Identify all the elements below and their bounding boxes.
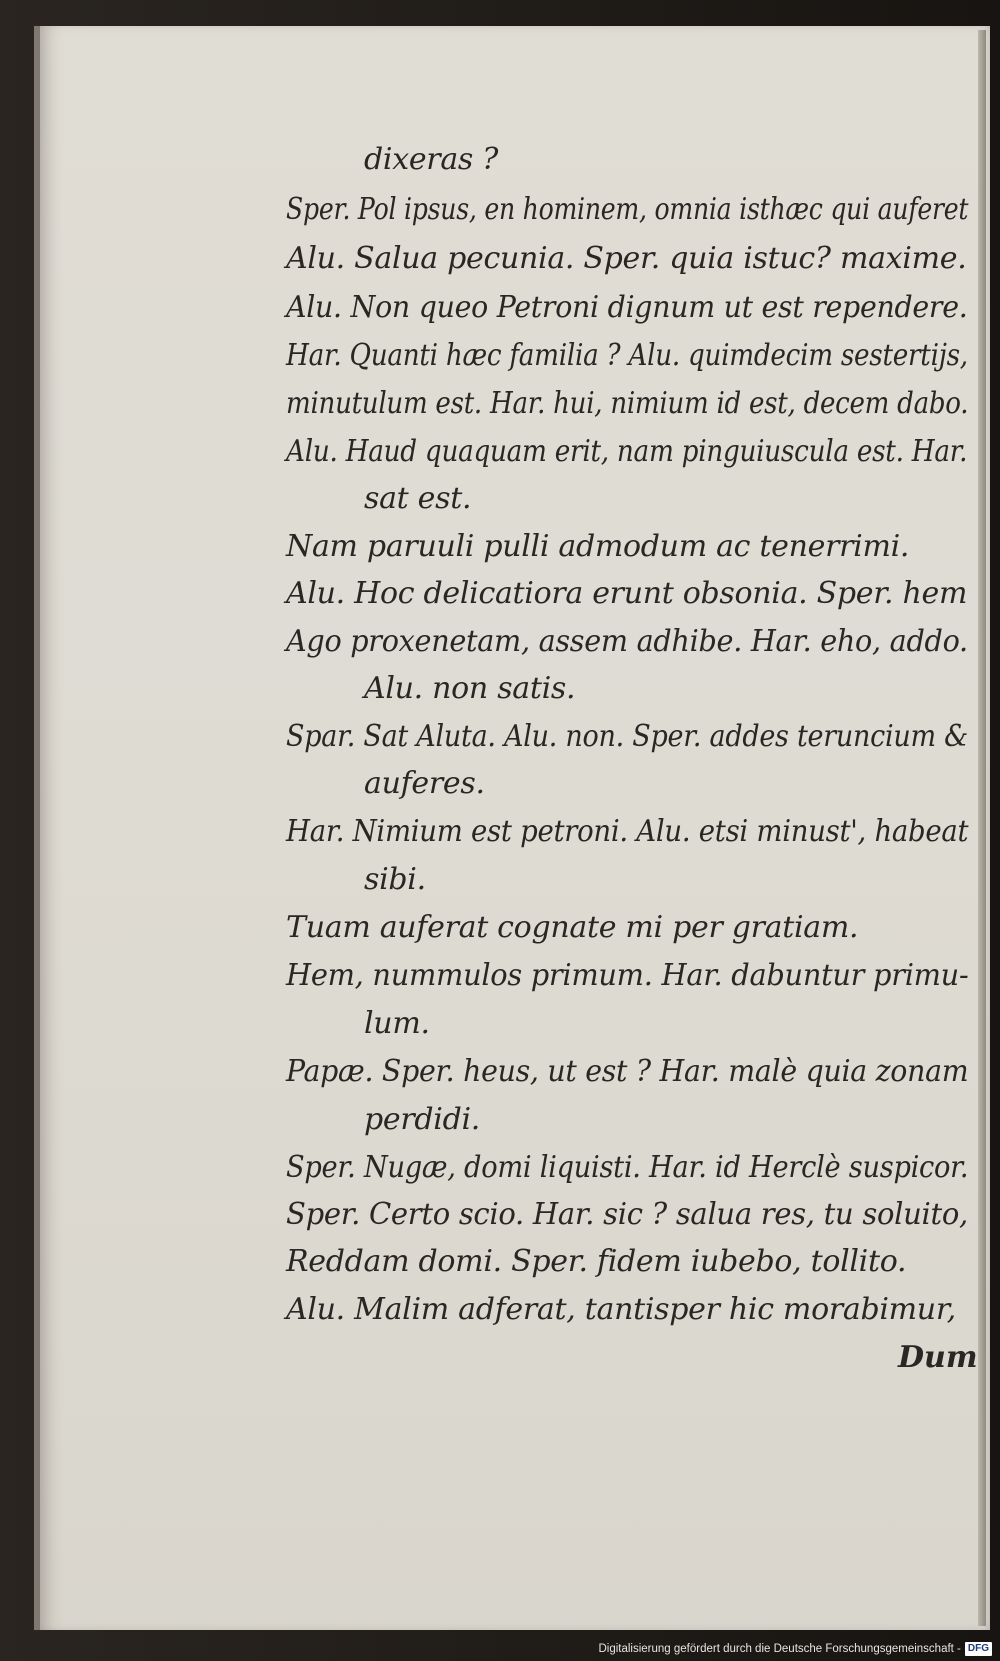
text-line: Ago proxenetam, assem adhibe. Har. eho, addo.	[286, 624, 968, 659]
text-line: sibi.	[364, 862, 426, 897]
text-line: Har. Quanti hæc familia ? Alu. quimdecim sestertijs,	[286, 338, 968, 373]
text-line: Papæ. Sper. heus, ut est ? Har. malè quia zonam	[286, 1054, 969, 1089]
text-line: Tuam auferat cognate mi per gratiam.	[286, 910, 859, 945]
text-line: Hem, nummulos primum. Har. dabuntur primu-	[286, 958, 969, 993]
text-line: Alu. Malim adferat, tantisper hic morabimur,	[286, 1292, 956, 1327]
text-line: Alu. Hoc delicatiora erunt obsonia. Sper. hem	[286, 576, 968, 611]
text-line: minutulum est. Har. hui, nimium id est, decem dabo.	[286, 386, 969, 421]
text-line: dixeras ?	[364, 142, 499, 177]
text-line: perdidi.	[364, 1102, 481, 1137]
text-line: Spar. Sat Aluta. Alu. non. Sper. addes teruncium &	[286, 719, 968, 754]
text-line: auferes.	[364, 766, 485, 801]
catchword: Dum	[898, 1340, 978, 1375]
text-line: Sper. Nugæ, domi liquisti. Har. id Herclè suspicor.	[286, 1150, 969, 1185]
text-line: Sper. Pol ipsus, en hominem, omnia isthæc qui auferet	[286, 192, 969, 227]
text-line: Alu. Non queo Petroni dignum ut est rependere.	[286, 290, 968, 325]
text-line: Alu. non satis.	[364, 671, 576, 706]
digitization-credit	[598, 1639, 992, 1659]
dfg-logo: DFG	[965, 1642, 992, 1656]
text-line: Alu. Haud quaquam erit, nam pinguiuscula est. Har.	[286, 434, 968, 469]
text-line: Nam paruuli pulli admodum ac tenerrimi.	[286, 529, 910, 564]
credit-text: Digitalisierung gefördert durch die Deutsche Forschungsgemeinschaft -	[598, 1643, 961, 1655]
text-line: Har. Nimium est petroni. Alu. etsi minust', habeat	[286, 814, 969, 849]
text-line: Alu. Salua pecunia. Sper. quia istuc? maxime.	[286, 241, 967, 276]
text-line: Reddam domi. Sper. fidem iubebo, tollito.	[286, 1244, 907, 1279]
text-line: Sper. Certo scio. Har. sic ? salua res, tu soluito,	[286, 1197, 968, 1232]
text-line: sat est.	[364, 481, 472, 516]
text-line: lum.	[364, 1006, 430, 1041]
